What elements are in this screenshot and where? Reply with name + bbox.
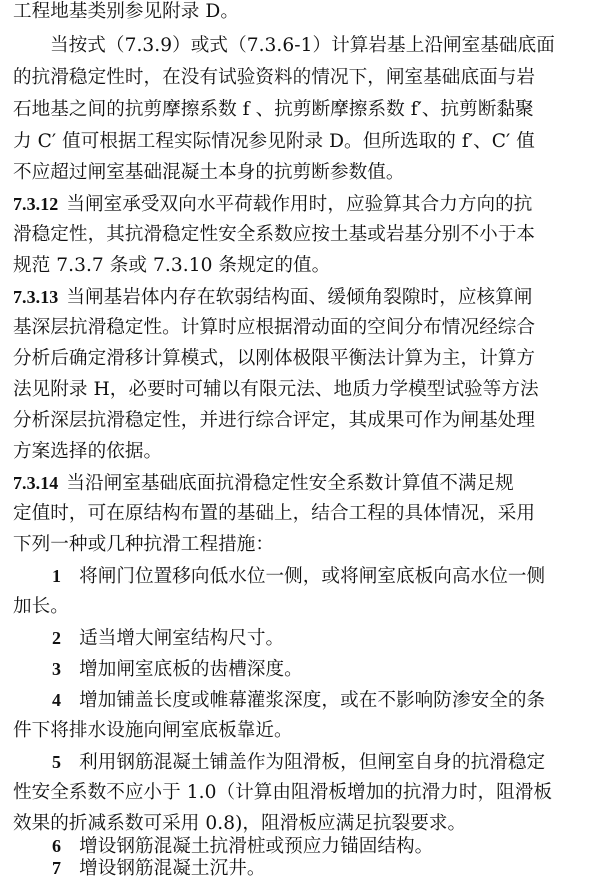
list-item [52, 853, 600, 884]
list-item-text: 增设钢筋混凝土抗滑桩或预应力锚固结构。 [79, 836, 434, 857]
list-item-text: 增设钢筋混凝土沉井。 [79, 858, 266, 879]
clause-7-3-12-first-line [13, 189, 600, 220]
paragraph-line: 不应超过闸室基础混凝土本身的抗剪断参数值。 [13, 162, 405, 183]
clause-text: 当沿闸室基础底面抗滑稳定性安全系数计算值不满足规 [66, 473, 514, 494]
paragraph-line: 分析深层抗滑稳定性，并进行综合评定，其成果可作为闸基处理 [13, 410, 536, 431]
clause-number: 7.3.14 [13, 473, 59, 493]
paragraph-line: 分析后确定滑移计算模式，以刚体极限平衡法计算为主，计算方 [13, 348, 536, 369]
clause-7-3-14-first-line [13, 468, 600, 499]
clause-number: 7.3.13 [13, 287, 59, 307]
clause-text: 当闸基岩体内存在软弱结构面、缓倾角裂隙时，应核算闸 [66, 287, 533, 308]
list-item-continuation: 性安全系数不应小于 1.0（计算由阻滑板增加的抗滑力时，阻滑板 [13, 782, 553, 803]
list-item [52, 561, 600, 592]
list-item-text: 将闸门位置移向低水位一侧，或将闸室底板向高水位一侧 [79, 566, 546, 587]
clause-7-3-13-first-line [13, 282, 600, 313]
paragraph-line: 石地基之间的抗剪摩擦系数 f 、抗剪断摩擦系数 f′、抗剪断黏聚 [13, 99, 534, 120]
list-item-continuation: 加长。 [13, 596, 69, 617]
paragraph-line: 当按式（7.3.9）或式（7.3.6-1）计算岩基上沿闸室基础底面 [50, 35, 555, 56]
paragraph-line: 下列一种或几种抗滑工程措施： [13, 534, 275, 555]
list-item-number: 5 [52, 752, 62, 772]
list-item-number: 3 [52, 659, 62, 679]
paragraph-line: 基深层抗滑稳定性。计算时应根据滑动面的空间分布情况经综合 [13, 317, 536, 338]
paragraph-line: 滑稳定性，其抗滑稳定性安全系数应按土基或岩基分别不小于本 [13, 224, 536, 245]
list-item [52, 623, 600, 654]
paragraph-line: 的抗滑稳定性时，在没有试验资料的情况下，闸室基础底面与岩 [13, 67, 536, 88]
list-item-continuation: 效果的折减系数可采用 0.8)，阻滑板应满足抗裂要求。 [13, 813, 467, 834]
list-item-number: 7 [52, 858, 62, 878]
clause-text: 当闸室承受双向水平荷载作用时，应验算其合力方向的抗 [66, 194, 533, 215]
list-item [52, 654, 600, 685]
list-item-number: 1 [52, 566, 62, 586]
paragraph-line: 定值时，可在原结构布置的基础上，结合工程的具体情况，采用 [13, 503, 536, 524]
paragraph-line: 规范 7.3.7 条或 7.3.10 条规定的值。 [13, 255, 331, 276]
list-item [52, 685, 600, 716]
list-item-text: 利用钢筋混凝土铺盖作为阻滑板，但闸室自身的抗滑稳定 [79, 752, 546, 773]
paragraph-line: 力 C′ 值可根据工程实际情况参见附录 D。但所选取的 f′、C′ 值 [13, 131, 535, 152]
list-item-text: 适当增大闸室结构尺寸。 [79, 628, 285, 649]
paragraph-line: 法见附录 H，必要时可辅以有限元法、地质力学模型试验等方法 [13, 379, 539, 400]
paragraph-line: 工程地基类别参见附录 D。 [13, 1, 239, 22]
paragraph-line: 方案选择的依据。 [13, 441, 163, 462]
list-item-text: 增加铺盖长度或帷幕灌浆深度，或在不影响防渗安全的条 [79, 690, 546, 711]
list-item-text: 增加闸室底板的齿槽深度。 [79, 659, 303, 680]
list-item-number: 6 [52, 836, 62, 856]
list-item-number: 4 [52, 690, 62, 710]
list-item-number: 2 [52, 628, 62, 648]
clause-number: 7.3.12 [13, 194, 59, 214]
list-item [52, 747, 600, 778]
list-item-continuation: 件下将排水设施向闸室底板靠近。 [13, 720, 293, 741]
